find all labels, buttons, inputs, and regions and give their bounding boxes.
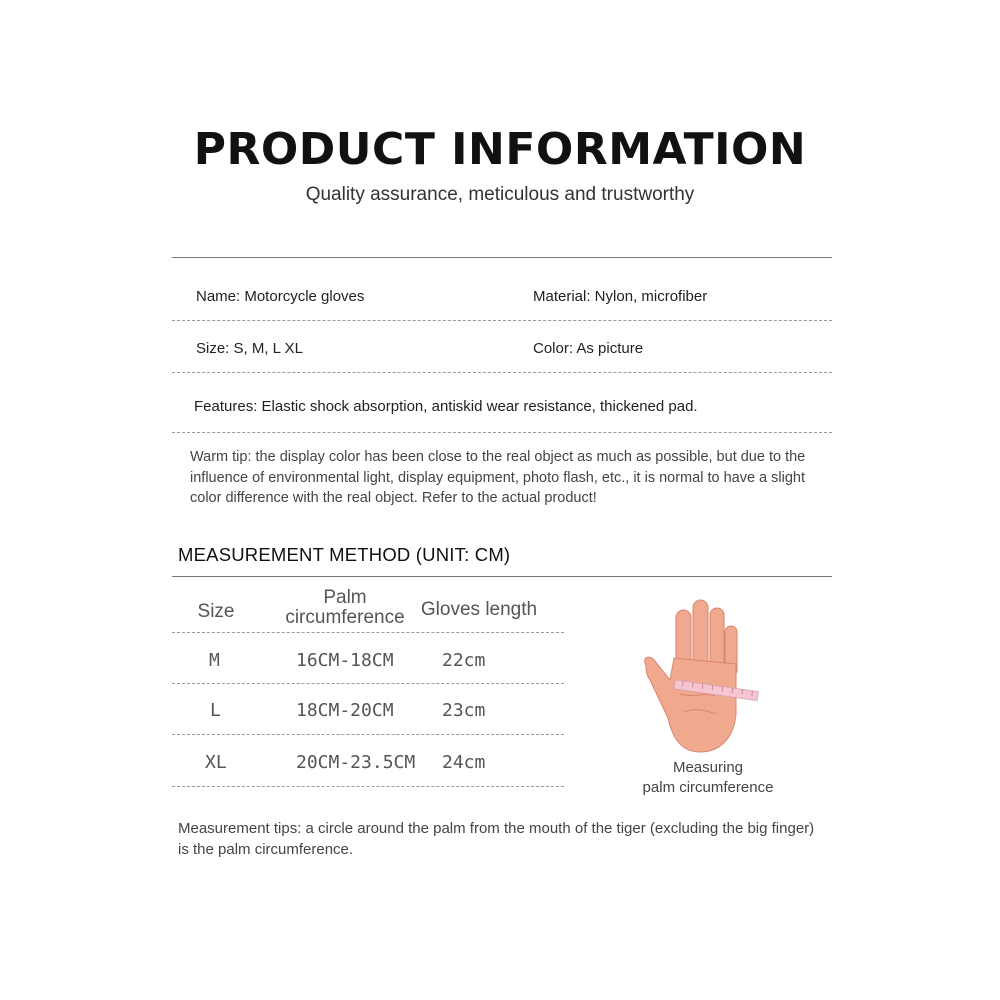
measurement-section-title: MEASUREMENT METHOD (UNIT: CM) xyxy=(178,544,511,565)
product-material: Material: Nylon, microfiber xyxy=(533,288,708,305)
header-size: Size xyxy=(197,601,235,622)
table-cell-palm: 16CM-18CM xyxy=(296,650,394,671)
measurement-tips: Measurement tips: a circle around the palm from the mouth of the tiger (excluding the big finger) is the palm circumference. xyxy=(178,820,815,858)
header-palm-line2: circumference xyxy=(285,607,405,628)
product-size: Size: S, M, L XL xyxy=(196,340,303,357)
table-cell-length: 24cm xyxy=(442,752,486,773)
product-features: Features: Elastic shock absorption, antiskid wear resistance, thickened pad. xyxy=(194,398,698,415)
table-cell-size: XL xyxy=(205,752,227,773)
hand-caption-line1: Measuring xyxy=(672,759,744,776)
info-divider xyxy=(172,320,832,321)
table-cell-palm: 20CM-23.5CM xyxy=(296,752,416,773)
table-divider xyxy=(172,683,564,684)
table-divider xyxy=(172,786,564,787)
table-divider xyxy=(172,734,564,735)
header-gloves-length: Gloves length xyxy=(420,599,538,620)
product-name: Name: Motorcycle gloves xyxy=(196,288,365,305)
table-cell-length: 23cm xyxy=(442,700,486,721)
product-color: Color: As picture xyxy=(533,340,644,357)
info-divider xyxy=(172,372,832,373)
hand-measuring-illustration xyxy=(640,596,765,758)
top-divider xyxy=(172,257,832,258)
info-divider xyxy=(172,432,832,433)
header-palm-circumference xyxy=(272,588,418,628)
warm-tip: Warm tip: the display color has been close to the real object as much as possible, but due to the influence of environmental light, display equipment, photo flash, etc., it is normal to have a slight color difference with the real object. Refer to the actual product! xyxy=(190,449,806,506)
table-cell-size: M xyxy=(209,650,220,671)
table-cell-size: L xyxy=(210,700,221,721)
hand-caption-line2: palm circumference xyxy=(642,779,774,796)
page-subtitle: Quality assurance, meticulous and trustworthy xyxy=(305,184,695,205)
table-cell-length: 22cm xyxy=(442,650,486,671)
table-divider xyxy=(172,632,564,633)
table-cell-palm: 18CM-20CM xyxy=(296,700,394,721)
page-title: PRODUCT INFORMATION xyxy=(193,124,807,175)
header-palm-line1: Palm xyxy=(323,587,367,608)
measurement-divider xyxy=(172,576,832,577)
hand-caption xyxy=(630,758,786,798)
